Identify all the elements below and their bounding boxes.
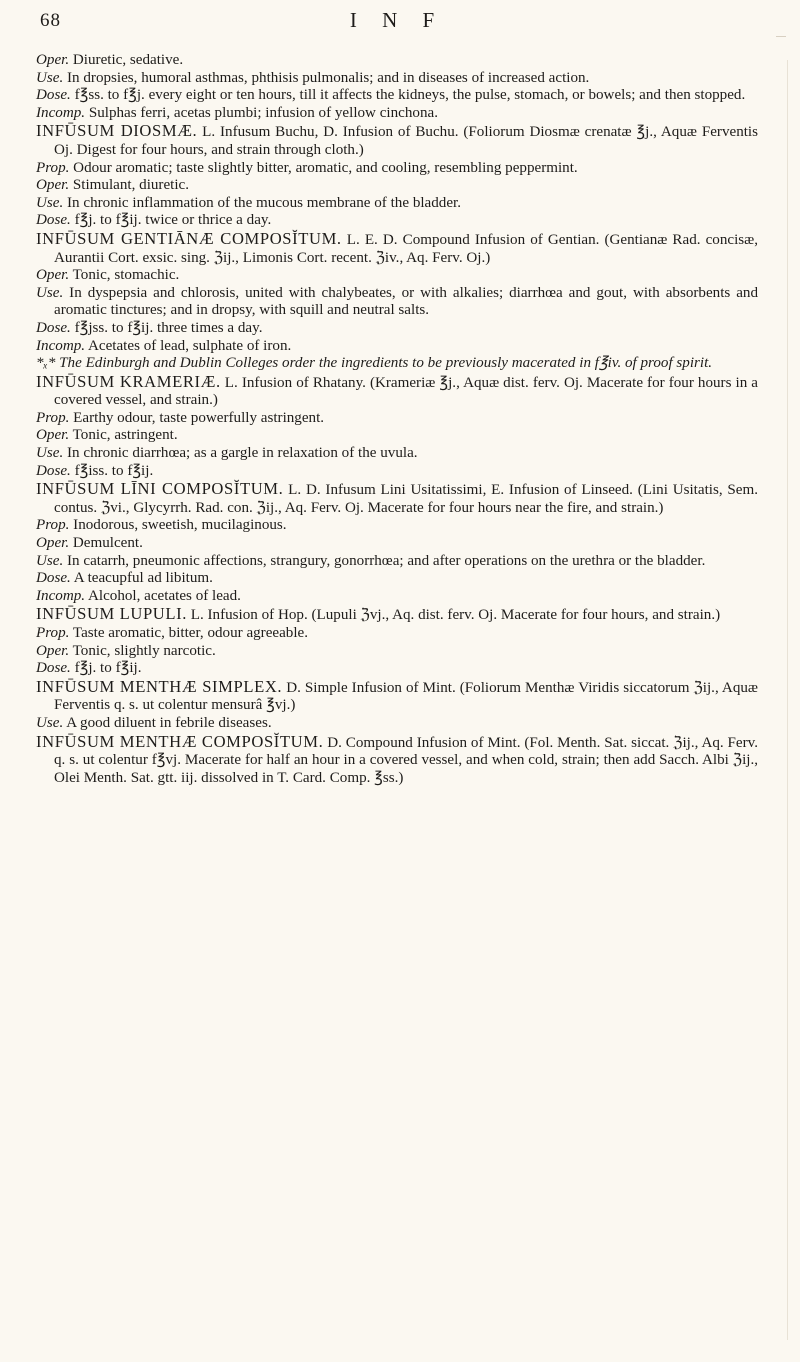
entry-label: Prop. — [36, 409, 70, 426]
headword-entry — [36, 678, 758, 715]
entry-text: In chronic diarrhœa; as a gargle in relaxation of the uvula. — [63, 445, 418, 462]
headword: INFŪSUM LĪNI COMPOSĬTUM. — [36, 479, 284, 499]
entry-text: f℥j. to f℥ij. twice or thrice a day. — [70, 212, 272, 229]
headword: INFŪSUM LUPULI. — [36, 604, 187, 624]
entry-line — [36, 320, 758, 338]
entry-text: f℥j. to f℥ij. — [70, 660, 142, 677]
entry-label: Dose. — [36, 87, 71, 104]
note-text: *ₓ* The Edinburgh and Dublin Colleges order the ingredients to be previously macerated in f℥iv. of proof spirit. — [36, 355, 713, 372]
headword-entry — [36, 373, 758, 410]
entry-text: Demulcent. — [69, 535, 143, 552]
entry-line — [36, 105, 758, 123]
entry-line — [36, 87, 758, 105]
entry-text: Acetates of lead, sulphate of iron. — [85, 337, 292, 354]
headword-text: L. E. D. Compound Infusion of Gentian. (Gentianæ Rad. concisæ, Aurantii Cort. exsic. sing. ℨij., Limonis Cort. recent. ℨiv., Aq. Ferv. Oj.) — [54, 231, 759, 266]
headword-text: L. Infusum Buchu, D. Infusion of Buchu. (Foliorum Diosmæ crenatæ ℥j., Aquæ Ferventis Oj. Digest for four hours, and strain through cloth.) — [54, 124, 759, 158]
headword: INFŪSUM KRAMERIÆ. — [36, 371, 221, 391]
entry-line — [36, 52, 758, 70]
entry-label: Incomp. — [36, 587, 86, 604]
entry-line — [36, 160, 758, 178]
entry-text: Tonic, slightly narcotic. — [69, 642, 216, 659]
entry-text: f℥iss. to f℥ij. — [70, 462, 154, 479]
headword-text: D. Simple Infusion of Mint. (Foliorum Menthæ Viridis siccatorum ℨij., Aquæ Ferventis q. s. ut colentur mensurâ ℥vj.) — [54, 679, 758, 714]
entry-label: Oper. — [36, 642, 70, 659]
entry-line — [36, 463, 758, 481]
headword-text: L. D. Infusum Lini Usitatissimi, E. Infusion of Linseed. (Lini Usitatis, Sem. contus. ℨvi., Glycyrrh. Rad. con. ℨij., Aq. Ferv. Oj. Macerate for four hours near the fire, and strain.) — [54, 482, 758, 516]
entry-text: A teacupful ad libitum. — [70, 570, 213, 587]
entry-line — [36, 195, 758, 213]
entry-text: Tonic, astringent. — [69, 427, 178, 444]
entry-label: Use. — [36, 194, 64, 211]
headword-entry — [36, 122, 758, 159]
entry-text: In catarrh, pneumonic affections, strangury, gonorrhœa; and after operations on the urethra or the bladder. — [63, 552, 706, 569]
entry-label: Use. — [36, 714, 64, 731]
entry-text: A good diluent in febrile diseases. — [63, 714, 272, 731]
entry-text: Odour aromatic; taste slightly bitter, aromatic, and cooling, resembling peppermint. — [69, 159, 578, 176]
headword-text: L. Infusion of Hop. (Lupuli ℨvj., Aq. dist. ferv. Oj. Macerate for four hours, and strain.) — [186, 607, 721, 624]
entry-text: Alcohol, acetates of lead. — [85, 587, 241, 604]
entry-line — [36, 570, 758, 588]
entry-line — [36, 553, 758, 571]
entry-line — [36, 625, 758, 643]
entry-line — [36, 212, 758, 230]
entry-label: Oper. — [36, 177, 70, 194]
entry-label: Prop. — [36, 517, 70, 534]
entry-label: Use. — [36, 284, 64, 301]
headword: INFŪSUM GENTIĀNÆ COMPOSĬTUM. — [36, 228, 342, 248]
entry-text: Stimulant, diuretic. — [69, 177, 190, 194]
headword-entry — [36, 605, 758, 625]
running-head-word: I N F — [349, 8, 445, 32]
page-edge-mark — [776, 36, 786, 37]
entry-label: Prop. — [36, 159, 70, 176]
dictionary-body — [36, 52, 758, 787]
entry-label: Dose. — [36, 212, 71, 229]
entry-line — [36, 338, 758, 356]
entry-label: Dose. — [36, 319, 71, 336]
entry-label: Use. — [36, 69, 64, 86]
entry-line — [36, 643, 758, 661]
headword-entry — [36, 733, 758, 788]
entry-line — [36, 427, 758, 445]
running-head — [36, 0, 758, 52]
entry-line — [36, 535, 758, 553]
entry-label: Oper. — [36, 52, 70, 68]
entry-label: Oper. — [36, 427, 70, 444]
book-page — [36, 0, 758, 1362]
entry-line — [36, 70, 758, 88]
entry-text: Earthy odour, taste powerfully astringent. — [69, 409, 325, 426]
entry-label: Dose. — [36, 660, 71, 677]
entry-text: In dropsies, humoral asthmas, phthisis pulmonalis; and in diseases of increased action. — [63, 69, 590, 86]
entry-text: Diuretic, sedative. — [69, 52, 184, 68]
headword-entry — [36, 480, 758, 517]
editorial-note — [36, 355, 758, 373]
page-margin-rule — [787, 60, 788, 1340]
entry-text: f℥jss. to f℥ij. three times a day. — [70, 319, 263, 336]
entry-line — [36, 660, 758, 678]
entry-line — [36, 267, 758, 285]
entry-label: Prop. — [36, 625, 70, 641]
entry-text: In dyspepsia and chlorosis, united with chalybeates, or with alkalies; diarrhœa and gout, with absorbents and aromatic tinctures; and in dropsy, with squill and neutral salts. — [54, 284, 758, 319]
page-number: 68 — [40, 10, 61, 31]
entry-label: Incomp. — [36, 104, 86, 121]
entry-label: Oper. — [36, 535, 70, 552]
entry-label: Oper. — [36, 267, 70, 284]
entry-label: Dose. — [36, 462, 71, 479]
entry-line — [36, 588, 758, 606]
entry-text: f℥ss. to f℥j. every eight or ten hours, till it affects the kidneys, the pulse, stomach, or bowels; and then stopped. — [70, 87, 746, 104]
headword-text: D. Compound Infusion of Mint. (Fol. Menth. Sat. siccat. ℨij., Aq. Ferv. q. s. ut colentur f℥vj. Macerate for half an hour in a covered vessel, and when cold, strain; then add Sacch. Albi ℨij., Olei Menth. Sat. gtt. iij. dissolved in T. Card. Comp. ℥ss.) — [54, 734, 758, 786]
headword: INFŪSUM DIOSMÆ. — [36, 121, 198, 141]
entry-label: Incomp. — [36, 337, 86, 354]
entry-text: Taste aromatic, bitter, odour agreeable. — [69, 625, 309, 641]
entry-line — [36, 285, 758, 320]
headword-entry — [36, 230, 758, 267]
headword-text: L. Infusion of Rhatany. (Krameriæ ℥j., Aquæ dist. ferv. Oj. Macerate for four hours in a covered vessel, and strain.) — [54, 374, 758, 409]
entry-line — [36, 517, 758, 535]
entry-text: Tonic, stomachic. — [69, 267, 180, 284]
entry-label: Use. — [36, 552, 64, 569]
entry-text: In chronic inflammation of the mucous membrane of the bladder. — [63, 194, 462, 211]
entry-label: Dose. — [36, 570, 71, 587]
headword: INFŪSUM MENTHÆ SIMPLEX. — [36, 676, 283, 696]
entry-line — [36, 445, 758, 463]
entry-line — [36, 715, 758, 733]
entry-text: Inodorous, sweetish, mucilaginous. — [69, 517, 287, 534]
entry-label: Use. — [36, 445, 64, 462]
entry-line — [36, 410, 758, 428]
entry-line — [36, 177, 758, 195]
headword: INFŪSUM MENTHÆ COMPOSĬTUM. — [36, 731, 324, 751]
entry-text: Sulphas ferri, acetas plumbi; infusion of yellow cinchona. — [85, 104, 438, 121]
